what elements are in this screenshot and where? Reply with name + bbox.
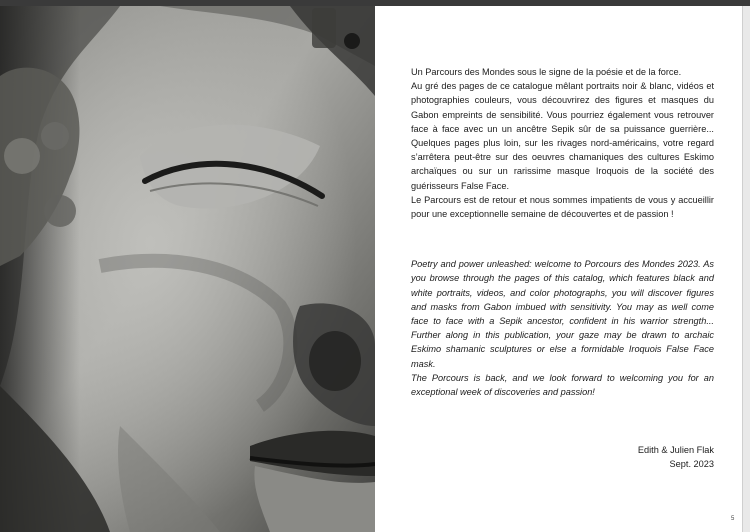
english-text — [411, 257, 714, 399]
french-paragraph: Au gré des pages de ce catalogue mêlant portraits noir & blanc, vidéos et photographies couleurs, vous découvrirez des figures et masques du Gabon empreints de sensibilité. Vous pourriez également vous retrouver face à face avec un un ancêtre Sepik sûr de sa puissance guerrière... Quelques pages plus loin, sur les rivages nord-américains, votre regard s’arrêtera peut-être sur des oeuvres chamaniques des cultures Eskimo archaïques ou sur un rarissime masque Iroquois de la société des guérisseurs False Face. — [411, 81, 714, 191]
editorial-text — [411, 65, 714, 399]
page-edge — [742, 6, 750, 532]
french-paragraph: Un Parcours des Mondes sous le signe de la poésie et de la force. — [411, 67, 682, 77]
page-number: 5 — [731, 516, 735, 522]
english-paragraph: Poetry and power unleashed: welcome to Porcours des Mondes 2023. As you browse through the pages of this catalog, which features black and white portraits, videos, and color photographs, you will discover figures and masks from Gabon imbued with sensitivity. You may as well come face to face with a Sepik ancestor, confident in his warrior strength... Further along in this publication, your gaze may be drawn to archaic Eskimo shamanic sculptures or else a formidable Iroquois False Face mask. — [411, 259, 714, 369]
sculpture-photo — [0, 6, 375, 532]
french-paragraph: Le Parcours est de retour et nous sommes impatients de vous y accueillir pour une exceptionnelle semaine de découvertes et de passion ! — [411, 194, 714, 220]
french-text — [411, 65, 714, 221]
signature-names: Edith & Julien Flak — [637, 445, 714, 455]
signature — [638, 443, 714, 471]
english-paragraph: The Porcours is back, and we look forward to welcoming you for an exceptional week of discoveries and passion! — [411, 372, 714, 398]
signature-date: Sept. 2023 — [669, 459, 714, 470]
